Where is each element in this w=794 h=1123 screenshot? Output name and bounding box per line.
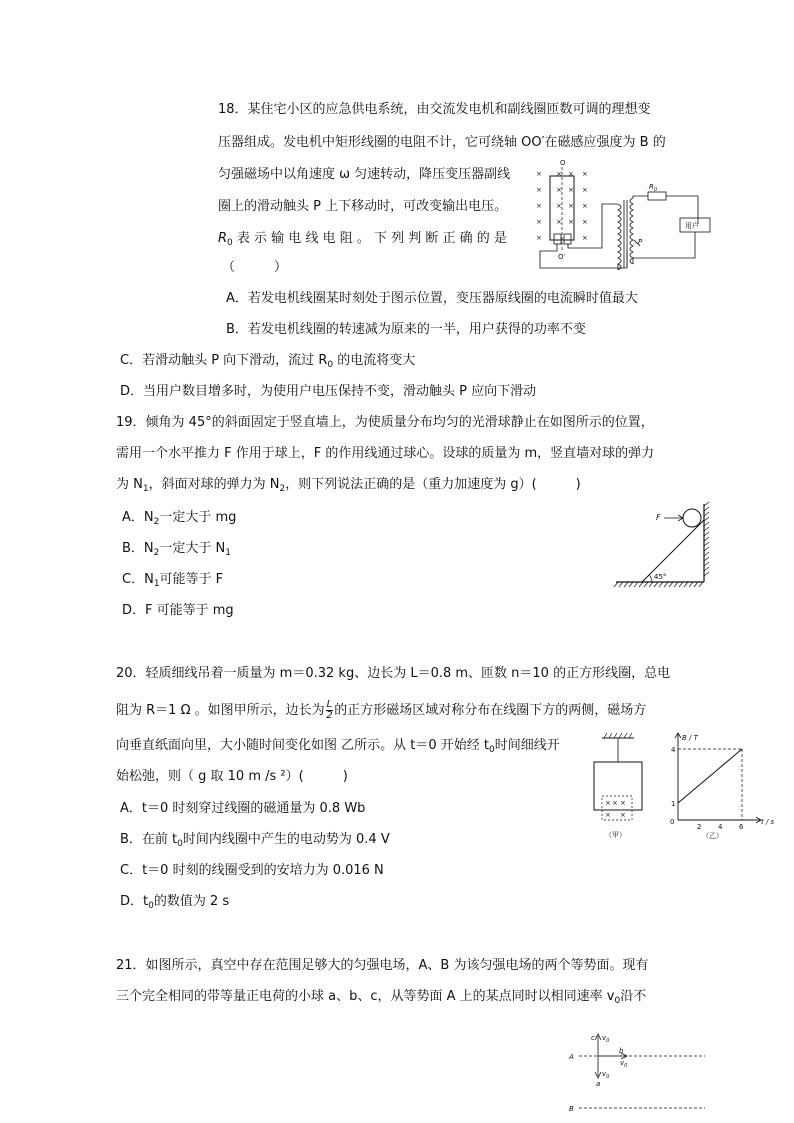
plane-a-label: A	[569, 1053, 574, 1061]
axis-o-prime-label: O′	[558, 253, 566, 261]
q20-figure-a-hanging-coil	[588, 732, 652, 844]
q21-equipotential-figure	[565, 1028, 710, 1118]
q18-option-a: A．若发电机线圈某时刻处于图示位置，变压器原线圈的电流瞬时值最大	[226, 291, 638, 306]
q18-line-2: 压器组成。发电机中矩形线圈的电阻不计，它可绕轴 OO′在磁感应强度为 B 的	[218, 135, 666, 150]
angle-label: 45°	[654, 573, 667, 581]
origin-label: 0	[670, 818, 675, 826]
q18-line-1: 18．某住宅小区的应急供电系统，由交流发电机和副线圈匝数可调的理想变	[218, 102, 651, 117]
axis-o-label: O	[560, 159, 566, 167]
field-cross: ×	[568, 218, 574, 226]
r0-label: $R_0$	[649, 183, 658, 193]
field-cross: ×	[605, 811, 611, 819]
q18-line-3: 匀强磁场中以角速度 ω 匀速转动，降压变压器副线	[218, 167, 511, 182]
x-tick-2: 2	[697, 823, 702, 831]
y-axis-label: B / T	[682, 734, 698, 742]
q21-line-1: 21．如图所示，真空中存在范围足够大的匀强电场，A、B 为该匀强电场的两个等势面。现有	[116, 958, 649, 973]
fraction-l-over-2: $\frac{L}{2}$	[326, 699, 333, 721]
field-cross: ×	[536, 218, 542, 226]
q20-option-b: B．在前 $t_0$时间内线圈中产生的电动势为 0.4 V	[120, 832, 390, 849]
figure-b-caption: （乙）	[702, 832, 723, 840]
field-cross: ×	[536, 202, 542, 210]
field-cross: ×	[568, 170, 574, 178]
q18-answer-blank: （ ）	[222, 260, 288, 275]
q20-line-3: 向垂直纸面向里，大小随时间变化如图 乙所示。从 t＝0 开始经 $t_0$时间细线开	[116, 738, 560, 755]
b-vs-t-line	[678, 749, 742, 803]
q18-line-4: 圈上的滑动触头 P 上下移动时，可改变输出电压。	[218, 199, 508, 214]
field-cross: ×	[612, 799, 618, 807]
q19-option-a: A．$N_2$一定大于 mg	[122, 510, 237, 527]
magnetic-field-crosses	[536, 170, 588, 242]
q20-option-c: C．t＝0 时刻的线圈受到的安培力为 0.016 N	[120, 863, 384, 878]
v0-right: $v_0$	[620, 1059, 628, 1069]
x-tick-6: 6	[739, 823, 744, 831]
q19-option-b: B．$N_2$一定大于 $N_1$	[122, 541, 231, 558]
ball-b-label: b	[619, 1047, 624, 1055]
q20-line-4: 始松弛，则（ g 取 10 m /s ²）( )	[116, 769, 348, 784]
field-cross: ×	[582, 186, 588, 194]
field-cross: ×	[556, 186, 562, 194]
q18-line-5: $R_0$ 表 示 输 电 线 电 阻 。 下 列 判 断 正 确 的 是	[218, 231, 507, 248]
v0-up: $v_0$	[602, 1034, 610, 1044]
q19-line-1: 19．倾角为 45°的斜面固定于竖直墙上，为使质量分布均匀的光滑球静止在如图所示的位置，	[116, 415, 654, 430]
user-label: 用户	[685, 222, 699, 230]
y-tick-1: 1	[671, 800, 676, 808]
q20-option-a: A．t＝0 时刻穿过线圈的磁通量为 0.8 Wb	[120, 801, 366, 816]
q19-line-2: 需用一个水平推力 F 作用于球上，F 的作用线通过球心。设球的质量为 m，竖直墙对球的弹力	[116, 446, 655, 461]
x-axis-label: t / s	[761, 818, 775, 826]
field-cross: ×	[556, 170, 562, 178]
q19-line-3: 为 $N_1$，斜面对球的弹力为 $N_2$，则下列说法正确的是（重力加速度为 g）( )	[116, 477, 581, 494]
q19-incline-ball-figure	[612, 500, 717, 592]
field-cross: ×	[568, 202, 574, 210]
figure-a-caption: （甲）	[605, 831, 626, 839]
field-cross: ×	[536, 234, 542, 242]
field-cross: ×	[605, 799, 611, 807]
ball-c-label: c	[591, 1034, 595, 1042]
ball-a-label: a	[596, 1080, 601, 1088]
field-cross: ×	[536, 186, 542, 194]
field-cross: ×	[556, 202, 562, 210]
q20-option-d: D．$t_0$的数值为 2 s	[120, 894, 230, 911]
slider-p-label: P	[638, 238, 643, 246]
q20-figure-b-b-t-graph	[660, 730, 785, 840]
field-cross: ×	[536, 170, 542, 178]
plane-b-label: B	[569, 1105, 574, 1113]
field-cross: ×	[556, 218, 562, 226]
q18-option-b: B．若发电机线圈的转速减为原来的一半，用户获得的功率不变	[226, 322, 586, 337]
q18-option-c: C．若滑动触头 P 向下滑动，流过 $R_0$ 的电流将变大	[120, 353, 416, 370]
q18-option-d: D．当用户数目增多时，为使用户电压保持不变，滑动触头 P 应向下滑动	[120, 384, 537, 399]
field-cross: ×	[582, 218, 588, 226]
q21-line-2: 三个完全相同的带等量正电荷的小球 a、b、c，从等势面 A 上的某点同时以相同速率 $v_0$沿不	[116, 989, 647, 1006]
v0-down: $v_0$	[602, 1070, 610, 1080]
field-cross: ×	[620, 799, 626, 807]
x-tick-4: 4	[718, 823, 723, 831]
q19-option-d: D．F 可能等于 mg	[122, 603, 234, 618]
q19-option-c: C．$N_1$可能等于 F	[122, 572, 224, 589]
field-cross: ×	[568, 186, 574, 194]
field-cross: ×	[582, 234, 588, 242]
field-cross: ×	[582, 202, 588, 210]
y-tick-4: 4	[671, 746, 676, 754]
force-f-label: F	[656, 513, 661, 522]
q20-line-1: 20．轻质细线吊着一质量为 m＝0.32 kg、边长为 L＝0.8 m、匝数 n＝10 的正方形线圈，总电	[116, 666, 671, 681]
q20-line-2: 阻为 R＝1 Ω 。如图甲所示，边长为 $\frac{L}{2}$ 的正方形磁场区域对称分布在线圈下方的两侧，磁场方	[116, 699, 647, 721]
field-cross: ×	[620, 811, 626, 819]
field-cross: ×	[582, 170, 588, 178]
q18-generator-transformer-figure	[530, 158, 715, 270]
